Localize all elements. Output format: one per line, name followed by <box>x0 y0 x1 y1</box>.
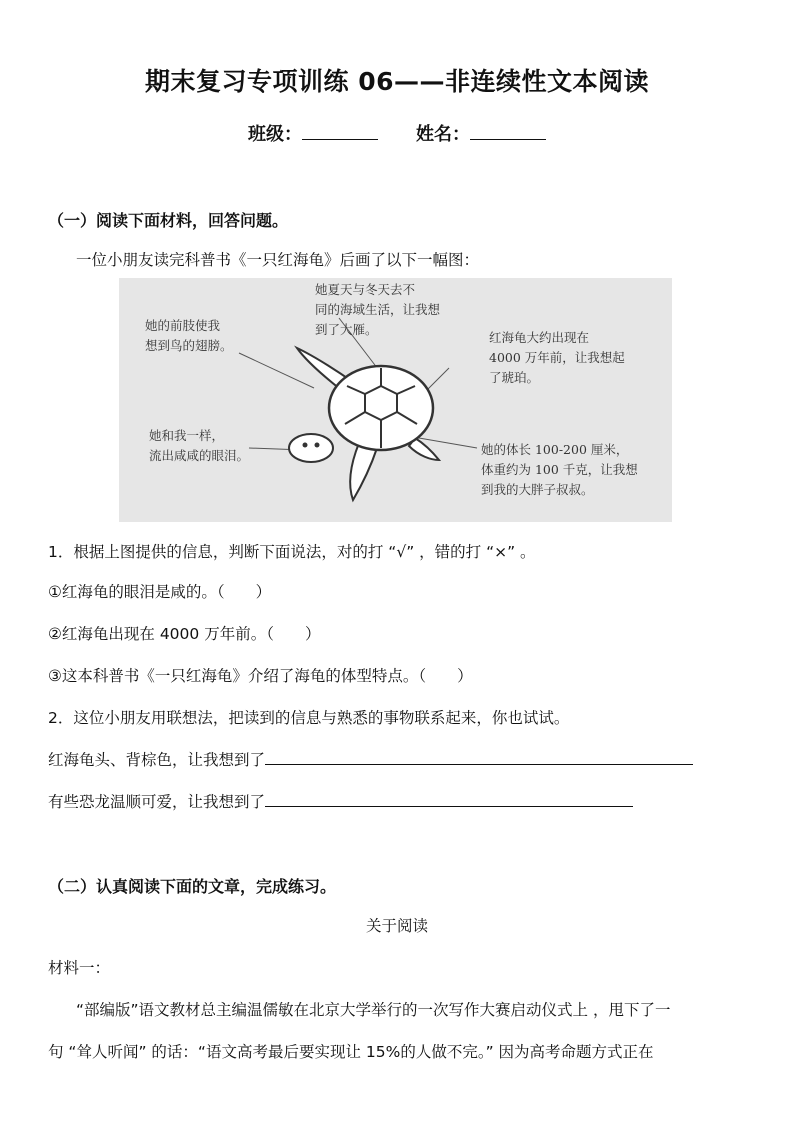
section2-heading: （二）认真阅读下面的文章，完成练习。 <box>48 877 337 896</box>
class-field <box>248 120 378 146</box>
name-field <box>416 120 546 146</box>
note-size: 她的体长 100-200 厘米， 体重约为 100 千克，让我想 到我的大胖子叔叔。 <box>481 442 638 497</box>
q1-item-3: ③这本科普书《一只红海龟》介绍了海龟的体型特点。（ ） <box>48 667 473 685</box>
question-2: 2．这位小朋友用联想法，把读到的信息与熟悉的事物联系起来，你也试试。 <box>48 709 570 727</box>
article-paragraph-line-2: 句 “耸人听闻” 的话：“语文高考最后要实现让 15%的人做不完。” 因为高考命题方式正在 <box>48 1043 654 1061</box>
q2-answer-blank-2[interactable] <box>265 806 633 807</box>
question-1: 1．根据上图提供的信息，判断下面说法，对的打 “√” ，错的打 “×” 。 <box>48 543 536 561</box>
article-title: 关于阅读 <box>365 917 428 935</box>
section1-heading: （一）阅读下面材料，回答问题。 <box>48 211 289 230</box>
material-label: 材料一： <box>48 959 111 977</box>
note-front-flipper: 她的前肢使我 想到鸟的翅膀。 <box>145 318 233 353</box>
turtle-figure <box>119 278 672 522</box>
class-blank[interactable] <box>302 139 378 140</box>
class-label: 班级： <box>248 124 302 145</box>
note-migration: 她夏天与冬天去不 同的海域生活，让我想 到了大雁。 <box>315 282 441 337</box>
q2-answer-blank-1[interactable] <box>265 764 693 765</box>
page-title: 期末复习专项训练 06——非连续性文本阅读 <box>145 67 649 96</box>
q1-item-2: ②红海龟出现在 4000 万年前。（ ） <box>48 625 321 643</box>
name-blank[interactable] <box>470 139 546 140</box>
article-paragraph-line-1: “部编版”语文教材总主编温儒敏在北京大学举行的一次写作大赛启动仪式上 ，甩下了一 <box>76 1001 671 1019</box>
q1-item-1: ①红海龟的眼泪是咸的。（ ） <box>48 583 272 601</box>
q2-line-1 <box>48 748 693 770</box>
name-label: 姓名： <box>416 124 470 145</box>
note-tears: 她和我一样， 流出咸咸的眼泪。 <box>149 428 250 463</box>
q2-line-2 <box>48 790 633 812</box>
q2-line-1-text: 红海龟头、背棕色，让我想到了 <box>48 751 266 769</box>
section1-intro: 一位小朋友读完科普书《一只红海龟》后画了以下一幅图： <box>76 251 480 269</box>
note-origin: 红海龟大约出现在 4000 万年前，让我想起 了琥珀。 <box>489 330 625 385</box>
q2-line-2-text: 有些恐龙温顺可爱，让我想到了 <box>48 793 266 811</box>
